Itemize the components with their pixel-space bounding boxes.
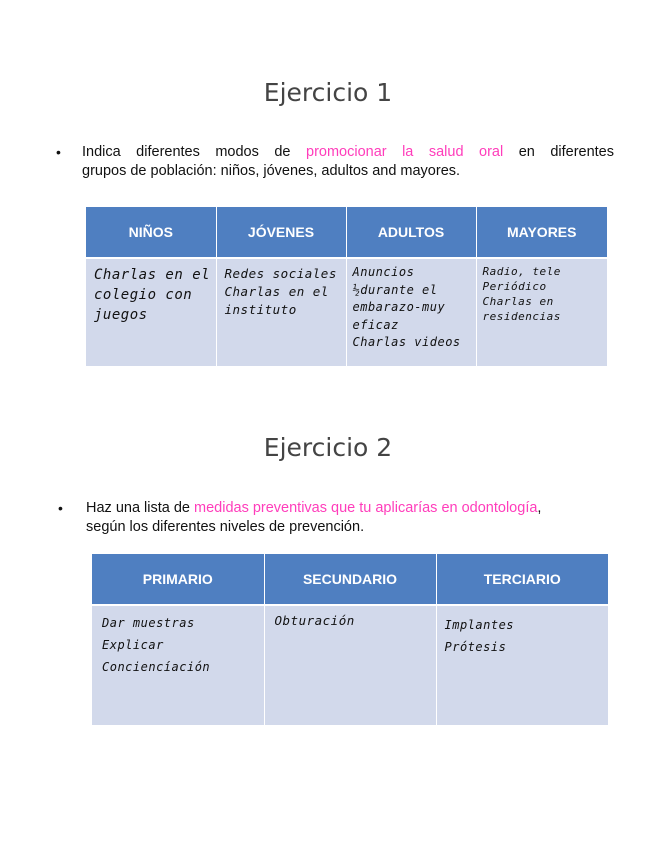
table-row bbox=[92, 605, 608, 725]
highlighted-phrase: medidas preventivas que tu aplicarías en odontología bbox=[194, 500, 538, 516]
cell-jovenes: Redes sociales Charlas en el instituto bbox=[216, 258, 346, 366]
instruction-line-2: según los diferentes niveles de prevención. bbox=[86, 519, 365, 535]
ejercicio-1-title: Ejercicio 1 bbox=[263, 78, 393, 107]
table-header-row bbox=[92, 554, 608, 605]
header-adultos: ADULTOS bbox=[346, 207, 476, 258]
header-ninos: NIÑOS bbox=[86, 207, 216, 258]
cell-mayores: Radio, tele Periódico Charlas en residencias bbox=[476, 258, 607, 366]
ejercicio-1-instruction bbox=[56, 143, 614, 181]
cell-secundario: Obturación bbox=[264, 605, 436, 725]
header-mayores: MAYORES bbox=[476, 207, 607, 258]
table-header-row bbox=[86, 207, 607, 258]
header-terciario: TERCIARIO bbox=[436, 554, 608, 605]
highlighted-phrase: promocionar la salud oral bbox=[306, 144, 504, 160]
instruction-line-1: Indica diferentes modos de promocionar la salud oral en diferentes bbox=[82, 144, 614, 160]
table-row bbox=[86, 258, 607, 366]
instruction-line-2: grupos de población: niños, jóvenes, adultos and mayores. bbox=[82, 163, 461, 179]
ejercicio-2-title: Ejercicio 2 bbox=[263, 433, 393, 462]
cell-terciario: Implantes Prótesis bbox=[436, 605, 608, 725]
header-jovenes: JÓVENES bbox=[216, 207, 346, 258]
header-primario: PRIMARIO bbox=[92, 554, 264, 605]
instruction-line-1: Haz una lista de medidas preventivas que tu aplicarías en odontología, bbox=[86, 500, 542, 516]
ejercicio-1-table bbox=[86, 207, 607, 366]
bullet-icon: • bbox=[58, 500, 63, 516]
cell-adultos: Anuncios ½durante el embarazo-muy eficaz Charlas videos bbox=[346, 258, 476, 366]
bullet-icon: • bbox=[56, 144, 61, 160]
ejercicio-2-instruction bbox=[58, 499, 616, 537]
header-secundario: SECUNDARIO bbox=[264, 554, 436, 605]
ejercicio-2-table bbox=[92, 554, 608, 725]
cell-ninos: Charlas en el colegio con juegos bbox=[86, 258, 216, 366]
cell-primario: Dar muestras Explicar Conciencíación bbox=[92, 605, 264, 725]
